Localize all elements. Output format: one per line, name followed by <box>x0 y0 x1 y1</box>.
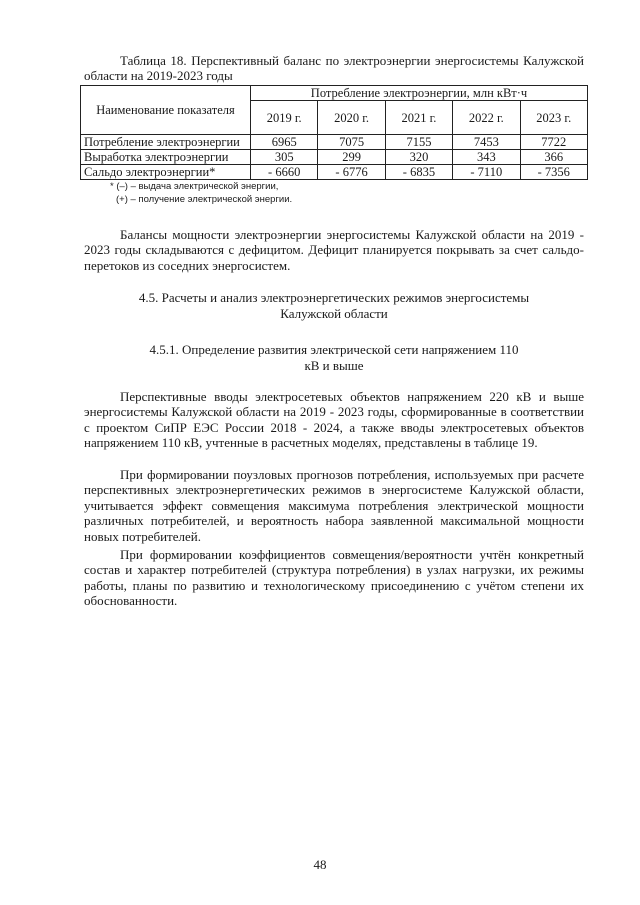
table-cell: 7155 <box>385 135 452 150</box>
table-row <box>81 165 588 180</box>
row-label: Выработка электроэнергии <box>81 150 251 165</box>
footnote-plus: (+) – получение электрической энергии. <box>116 194 293 205</box>
paragraph-grid-inputs: Перспективные вводы электросетевых объектов напряжением 220 кВ и выше энергосистемы Калужской области на 2019 - 2023 годы, сформированные в соответствии с проектом СиПР ЕЭС России 2018 - 2024, а также вводы электросетевых объектов напряжением 110 кВ, учтенные в расчетных моделях, представлены в таблице 19. <box>84 389 584 451</box>
section-heading-4-5-1: 4.5.1. Определение развития электрической сети напряжением 110 кВ и выше <box>149 342 519 373</box>
footnote-minus: * (–) – выдача электрической энергии, <box>110 181 279 192</box>
table-cell: 343 <box>453 150 520 165</box>
row-label: Сальдо электроэнергии* <box>81 165 251 180</box>
paragraph-balance: Балансы мощности электроэнергии энергосистемы Калужской области на 2019 - 2023 годы складываются с дефицитом. Дефицит планируется покрывать за счет сальдо-перетоков из соседних энергосистем. <box>84 227 584 273</box>
table-row <box>81 150 588 165</box>
table-cell: - 7356 <box>520 165 588 180</box>
table-cell: - 6776 <box>318 165 385 180</box>
year-header: 2021 г. <box>385 101 452 135</box>
table-cell: 7722 <box>520 135 588 150</box>
table-cell: 7453 <box>453 135 520 150</box>
year-header: 2020 г. <box>318 101 385 135</box>
electricity-balance-table <box>80 85 588 180</box>
table-cell: 7075 <box>318 135 385 150</box>
section-heading-4-5: 4.5. Расчеты и анализ электроэнергетических режимов энергосистемы Калужской области <box>138 290 530 321</box>
table-footnotes <box>110 180 292 206</box>
table-cell: 366 <box>520 150 588 165</box>
year-header: 2019 г. <box>251 101 318 135</box>
year-header: 2023 г. <box>520 101 588 135</box>
table-cell: - 6660 <box>251 165 318 180</box>
column-header-name: Наименование показателя <box>81 86 251 135</box>
table-cell: - 6835 <box>385 165 452 180</box>
paragraph-forecasts: При формировании поузловых прогнозов потребления, используемых при расчете перспективных электроэнергетических режимов в энергосистеме Калужской области, учитывается эффект совмещения максимума потребления электрической мощности различных потребителей, и вероятность набора заявленной максимальной мощности новых потребителей. <box>84 467 584 544</box>
page-number: 48 <box>313 857 327 872</box>
table-cell: 299 <box>318 150 385 165</box>
table-cell: 320 <box>385 150 452 165</box>
table-cell: 305 <box>251 150 318 165</box>
row-label: Потребление электроэнергии <box>81 135 251 150</box>
table-cell: 6965 <box>251 135 318 150</box>
column-group-header: Потребление электроэнергии, млн кВт·ч <box>251 86 588 101</box>
year-header: 2022 г. <box>453 101 520 135</box>
paragraph-coefficients: При формировании коэффициентов совмещения/вероятности учтён конкретный состав и характер потребителей (структура потребления) в узлах нагрузки, их режимы работы, планы по развитию и технологическому присоединению с учётом степени их обоснованности. <box>84 547 584 609</box>
table-cell: - 7110 <box>453 165 520 180</box>
table-row <box>81 135 588 150</box>
table-caption: Таблица 18. Перспективный баланс по электроэнергии энергосистемы Калужской области на 2019-2023 годы <box>84 53 584 83</box>
